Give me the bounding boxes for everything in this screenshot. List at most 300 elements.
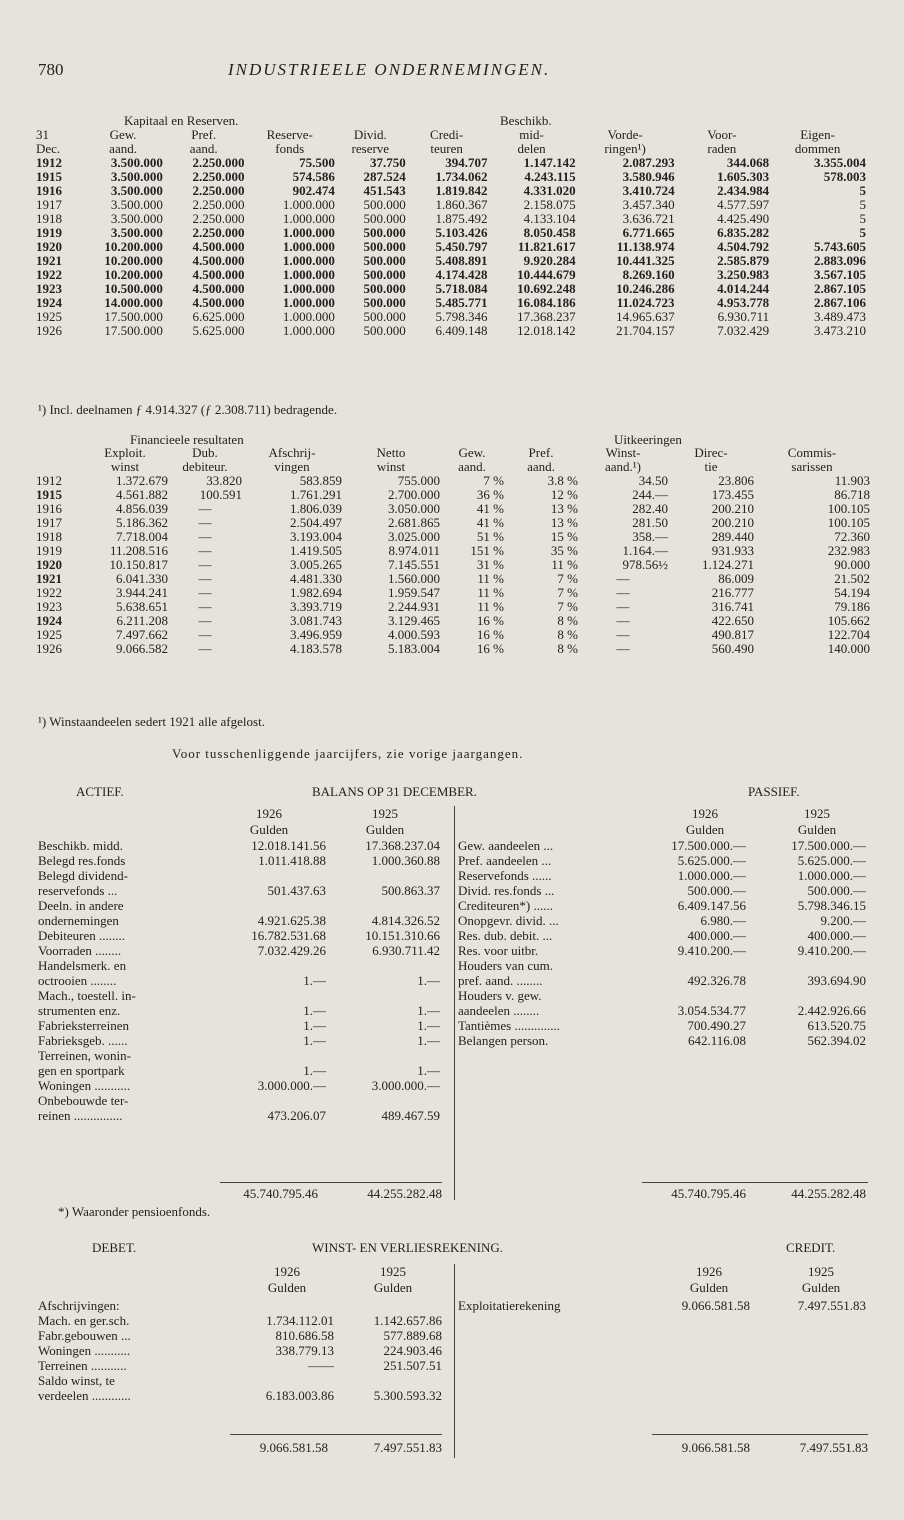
value-cell: 86.718: [834, 487, 870, 502]
value-cell: 500.000: [363, 295, 406, 310]
ledger-label: octrooien ........: [38, 973, 117, 988]
ledger-row: [38, 943, 440, 958]
ledger-value-1925: 489.467.59: [381, 1108, 440, 1123]
value-cell: 140.000: [827, 641, 870, 656]
ledger-value-1926: [218, 958, 326, 973]
value-cell: 5.186.362: [116, 515, 168, 530]
ledger-row: [38, 1093, 440, 1108]
t1-header-cell: delen: [517, 141, 546, 156]
value-cell: 7.145.551: [388, 557, 440, 572]
ledger-value-1926: 6.183.003.86: [265, 1388, 334, 1403]
value-cell: 3.636.721: [622, 211, 675, 226]
value-cell: —: [616, 585, 630, 600]
value-cell: 35 %: [550, 543, 578, 558]
winst-left-unit1: Gulden: [267, 1280, 307, 1295]
ledger-value-1925: 613.520.75: [807, 1018, 866, 1033]
balans-left-unit1: Gulden: [249, 822, 289, 837]
table-row: [36, 324, 866, 338]
value-cell: 2.250.000: [192, 169, 245, 184]
value-cell: —: [198, 557, 212, 572]
ledger-value-1925: 17.500.000.—: [791, 838, 866, 853]
value-cell: 1.000.000: [282, 323, 335, 338]
value-cell: 7.718.004: [116, 529, 168, 544]
year-cell: 1912: [36, 155, 62, 170]
value-cell: 37.750: [370, 155, 406, 170]
ledger-value-1925: 400.000.—: [807, 928, 866, 943]
ledger-row: [38, 1003, 440, 1018]
ledger-value-1926: 16.782.531.68: [251, 928, 326, 943]
value-cell: 8.974.011: [388, 543, 440, 558]
value-cell: 1.560.000: [388, 571, 440, 586]
winst-left-year1: 1926: [274, 1264, 300, 1279]
value-cell: 6.211.208: [116, 613, 168, 628]
value-cell: 2.250.000: [192, 211, 245, 226]
value-cell: —: [198, 585, 212, 600]
ledger-value-1926: 1.—: [303, 1033, 326, 1048]
ledger-label: Belegd dividend-: [38, 868, 128, 883]
t1-header-row: [36, 128, 866, 142]
ledger-value-1926: 3.000.000.—: [257, 1078, 326, 1093]
value-cell: 72.360: [834, 529, 870, 544]
t2-header-cell: winst: [376, 459, 406, 474]
value-cell: 100.591: [199, 487, 242, 502]
balans-footnote: *) Waaronder pensioenfonds.: [58, 1204, 211, 1219]
ledger-value-1926: 1.734.112.01: [266, 1313, 334, 1328]
winst-debet-table: [38, 1298, 442, 1403]
value-cell: 232.983: [827, 543, 870, 558]
ledger-value-1926: 1.011.418.88: [258, 853, 326, 868]
page-header: [0, 60, 904, 84]
value-cell: 151 %: [470, 543, 504, 558]
value-cell: 2.585.879: [717, 253, 770, 268]
ledger-value-1926: 642.116.08: [687, 1033, 746, 1048]
table-row: [36, 268, 866, 282]
t2-header-cell: Winst-: [605, 445, 641, 460]
year-cell: 1918: [36, 211, 62, 226]
ledger-row: [38, 1108, 440, 1123]
value-cell: 3.250.983: [717, 267, 770, 282]
value-cell: —: [616, 599, 630, 614]
value-cell: 216.777: [711, 585, 754, 600]
value-cell: 2.867.106: [814, 295, 866, 310]
ledger-value-1926: 7.032.429.26: [257, 943, 326, 958]
value-cell: 2.250.000: [192, 183, 245, 198]
t1-header-cell: reserve: [351, 141, 390, 156]
year-cell: 1916: [36, 501, 62, 516]
value-cell: 4.331.020: [523, 183, 576, 198]
value-cell: 1.147.142: [523, 155, 576, 170]
value-cell: 500.000: [363, 323, 406, 338]
value-cell: 3.410.724: [622, 183, 675, 198]
table-row: [36, 474, 870, 488]
ledger-row: [458, 898, 866, 913]
value-cell: 100.105: [827, 501, 870, 516]
value-cell: 4.014.244: [717, 281, 770, 296]
year-cell: 1922: [36, 267, 62, 282]
value-cell: 75.500: [299, 155, 335, 170]
ledger-value-1925: 9.410.200.—: [797, 943, 866, 958]
table-row: [36, 572, 870, 586]
value-cell: 3.500.000: [110, 169, 163, 184]
ledger-value-1926: 501.437.63: [267, 883, 326, 898]
balans-right-total-1926: 45.740.795.46: [671, 1186, 746, 1201]
value-cell: 17.500.000: [104, 323, 163, 338]
value-cell: 3.355.004: [814, 155, 866, 170]
value-cell: 1.000.000: [282, 211, 335, 226]
ledger-label: strumenten enz.: [38, 1003, 121, 1018]
value-cell: 2.504.497: [290, 515, 342, 530]
value-cell: 4.481.330: [290, 571, 342, 586]
ledger-label: Afschrijvingen:: [38, 1298, 120, 1313]
t1-header-cell: Pref.: [191, 127, 217, 142]
value-cell: 10.200.000: [104, 239, 163, 254]
winst-right-total-1926: 9.066.581.58: [681, 1440, 750, 1455]
value-cell: 4.243.115: [524, 169, 576, 184]
ledger-value-1926: 17.500.000.—: [671, 838, 746, 853]
value-cell: —: [198, 627, 212, 642]
winst-right-unit1: Gulden: [689, 1280, 729, 1295]
ledger-value-1925: 251.507.51: [383, 1358, 442, 1373]
ledger-value-1926: 9.066.581.58: [681, 1298, 750, 1313]
value-cell: —: [198, 571, 212, 586]
ledger-label: Belangen person.: [458, 1033, 549, 1048]
table-row: [36, 198, 866, 212]
winst-left-year2: 1925: [380, 1264, 406, 1279]
table-row: [36, 544, 870, 558]
value-cell: 422.650: [711, 613, 754, 628]
balans-right-unit2: Gulden: [797, 822, 837, 837]
table-row: [36, 600, 870, 614]
ledger-value-1925: 393.694.90: [807, 973, 866, 988]
ledger-row: [38, 838, 440, 853]
value-cell: 8.050.458: [523, 225, 576, 240]
ledger-value-1925: [326, 1093, 440, 1108]
capital-table: [36, 128, 866, 338]
value-cell: 3.944.241: [116, 585, 168, 600]
value-cell: 500.000: [363, 239, 406, 254]
value-cell: 500.000: [363, 253, 406, 268]
value-cell: 7.497.662: [116, 627, 168, 642]
value-cell: 1.000.000: [282, 267, 335, 282]
value-cell: 244.—: [632, 487, 668, 502]
value-cell: —: [616, 641, 630, 656]
value-cell: 281.50: [632, 515, 668, 530]
t2-header-cell: aand.: [458, 459, 486, 474]
t2-header-cell: Pref.: [528, 445, 554, 460]
ledger-row: [458, 988, 866, 1003]
year-cell: 1920: [36, 557, 62, 572]
winst-left-total-rule: [230, 1434, 442, 1435]
ledger-value-1925: 1.000.000.—: [797, 868, 866, 883]
value-cell: 3.567.105: [814, 267, 866, 282]
value-cell: 3.496.959: [290, 627, 342, 642]
value-cell: 3.580.946: [622, 169, 675, 184]
year-cell: 1921: [36, 253, 62, 268]
value-cell: 122.704: [827, 627, 870, 642]
ledger-label: Houders v. gew.: [458, 988, 542, 1003]
value-cell: 4.000.593: [388, 627, 440, 642]
t1-header-cell: raden: [707, 141, 737, 156]
t1-group-beschikb: Beschikb.: [500, 113, 552, 128]
ledger-value-1925: 10.151.310.66: [365, 928, 440, 943]
value-cell: 500.000: [363, 267, 406, 282]
value-cell: 978.56½: [622, 557, 668, 572]
value-cell: 3.081.743: [290, 613, 342, 628]
value-cell: 10.246.286: [616, 281, 675, 296]
ledger-value-1926: 1.—: [303, 1063, 326, 1078]
value-cell: 500.000: [363, 197, 406, 212]
previous-years-note: Voor tusschenliggende jaarcijfers, zie vorige jaargangen.: [172, 746, 524, 761]
ledger-value-1925: [326, 958, 440, 973]
value-cell: 16 %: [476, 613, 504, 628]
table-row: [36, 156, 866, 170]
ledger-value-1926: 400.000.—: [687, 928, 746, 943]
value-cell: 4.856.039: [116, 501, 168, 516]
t1-header-cell: Vorde-: [607, 127, 643, 142]
table-row: [36, 240, 866, 254]
value-cell: 500.000: [363, 211, 406, 226]
t1-group-capital: Kapitaal en Reserven.: [124, 113, 239, 128]
ledger-value-1925: [746, 958, 866, 973]
value-cell: 1.982.694: [290, 585, 342, 600]
value-cell: 3.500.000: [110, 155, 163, 170]
value-cell: 3.393.719: [290, 599, 342, 614]
table-row: [36, 586, 870, 600]
ledger-value-1926: 500.000.—: [687, 883, 746, 898]
ledger-value-1926: 5.625.000.—: [677, 853, 746, 868]
value-cell: 41 %: [476, 515, 504, 530]
value-cell: 574.586: [292, 169, 335, 184]
t2-header-cell: debiteur.: [182, 459, 228, 474]
ledger-value-1925: [334, 1373, 442, 1388]
ledger-value-1925: [326, 1048, 440, 1063]
table-row: [36, 310, 866, 324]
ledger-label: Crediteuren*) ......: [458, 898, 553, 913]
year-cell: 1920: [36, 239, 62, 254]
t2-header-cell: aand.: [527, 459, 555, 474]
value-cell: 4.500.000: [192, 267, 245, 282]
value-cell: 3.193.004: [290, 529, 342, 544]
ledger-label: Divid. res.fonds ...: [458, 883, 555, 898]
table-row: [36, 226, 866, 240]
ledger-value-1926: 1.000.000.—: [677, 868, 746, 883]
ledger-value-1925: 17.368.237.04: [365, 838, 440, 853]
ledger-label: Onopgevr. divid. ...: [458, 913, 559, 928]
value-cell: 11 %: [551, 557, 578, 572]
t2-header-cell: [36, 446, 82, 460]
t2-header-cell: Direc-: [694, 445, 728, 460]
value-cell: 2.250.000: [192, 197, 245, 212]
ledger-row: [458, 868, 866, 883]
t2-header-cell: Commis-: [787, 445, 837, 460]
t1-header-cell: Voor-: [707, 127, 737, 142]
ledger-value-1926: 3.054.534.77: [677, 1003, 746, 1018]
year-cell: 1922: [36, 585, 62, 600]
value-cell: —: [198, 529, 212, 544]
ledger-value-1926: 338.779.13: [275, 1343, 334, 1358]
value-cell: 5.625.000: [192, 323, 245, 338]
ledger-value-1926: 700.490.27: [687, 1018, 746, 1033]
value-cell: 1.124.271: [702, 557, 754, 572]
ledger-row: [38, 1078, 440, 1093]
ledger-label: Reservefonds ......: [458, 868, 552, 883]
value-cell: 7.032.429: [717, 323, 770, 338]
balans-passief-title: PASSIEF.: [748, 784, 800, 799]
t1-header-cell: teuren: [430, 141, 463, 156]
balans-right-year1: 1926: [692, 806, 718, 821]
ledger-row: [458, 1033, 866, 1048]
value-cell: 33.820: [206, 473, 242, 488]
value-cell: 1.000.000: [282, 197, 335, 212]
value-cell: 2.681.865: [388, 515, 440, 530]
t1-header-cell: mid-: [519, 127, 544, 142]
ledger-value-1926: [218, 1093, 326, 1108]
t1-header-cell: Dec.: [36, 141, 61, 156]
value-cell: 2.434.984: [717, 183, 770, 198]
balans-left-year1: 1926: [256, 806, 282, 821]
ledger-row: [38, 913, 440, 928]
value-cell: 1.605.303: [717, 169, 770, 184]
table-row: [36, 614, 870, 628]
t2-group-uitkeeringen: Uitkeeringen: [614, 432, 682, 447]
t1-header-cell: Gew.: [109, 127, 137, 142]
ledger-label: Voorraden ........: [38, 943, 122, 958]
ledger-label: Deeln. in andere: [38, 898, 124, 913]
year-cell: 1917: [36, 197, 62, 212]
value-cell: 10.500.000: [104, 281, 163, 296]
value-cell: 583.859: [299, 473, 342, 488]
ledger-row: [38, 973, 440, 988]
value-cell: 4.953.778: [717, 295, 770, 310]
ledger-row: [458, 958, 866, 973]
ledger-label: Handelsmerk. en: [38, 958, 127, 973]
value-cell: 344.068: [726, 155, 770, 170]
value-cell: 5.718.084: [435, 281, 488, 296]
value-cell: 11 %: [477, 585, 504, 600]
ledger-row: [458, 883, 866, 898]
ledger-label: Terreinen, wonin-: [38, 1048, 131, 1063]
ledger-value-1925: [334, 1298, 442, 1313]
value-cell: 10.692.248: [517, 281, 576, 296]
value-cell: 13 %: [550, 501, 578, 516]
winst-right-total-rule: [652, 1434, 868, 1435]
t1-footnote: ¹) Incl. deelnamen ƒ 4.914.327 (ƒ 2.308.711) bedragende.: [38, 402, 338, 417]
winst-credit-table: [458, 1298, 866, 1313]
value-cell: 11.821.617: [517, 239, 576, 254]
year-cell: 1915: [36, 169, 62, 184]
value-cell: 3.473.210: [814, 323, 866, 338]
ledger-row: [458, 853, 866, 868]
value-cell: 16 %: [476, 641, 504, 656]
winst-right-year2: 1925: [808, 1264, 834, 1279]
value-cell: 4.425.490: [717, 211, 770, 226]
value-cell: 1.875.492: [435, 211, 488, 226]
balans-left-total-rule: [220, 1182, 442, 1183]
ledger-value-1925: 1.000.360.88: [371, 853, 440, 868]
ledger-label: Woningen ...........: [38, 1078, 131, 1093]
table-row: [36, 628, 870, 642]
t1-header-row: [36, 142, 866, 156]
value-cell: 31 %: [476, 557, 504, 572]
t2-header-row: [36, 460, 870, 474]
year-cell: 1917: [36, 515, 62, 530]
value-cell: 5.103.426: [435, 225, 488, 240]
value-cell: 490.817: [711, 627, 754, 642]
ledger-label: pref. aand. ........: [458, 973, 543, 988]
t1-header-cell: ringen¹): [604, 141, 646, 156]
value-cell: 2.700.000: [388, 487, 440, 502]
table-row: [36, 642, 870, 656]
year-cell: 1924: [36, 295, 62, 310]
value-cell: 16 %: [476, 627, 504, 642]
ledger-row: [38, 898, 440, 913]
winst-title: WINST- EN VERLIESREKENING.: [312, 1240, 504, 1255]
ledger-value-1925: 562.394.02: [807, 1033, 866, 1048]
value-cell: 11.024.723: [616, 295, 675, 310]
year-cell: 1912: [36, 473, 62, 488]
ledger-value-1926: [218, 988, 326, 1003]
value-cell: 4.504.792: [717, 239, 770, 254]
value-cell: 1.819.842: [435, 183, 488, 198]
ledger-value-1926: [218, 868, 326, 883]
ledger-label: aandeelen ........: [458, 1003, 540, 1018]
value-cell: 3.457.340: [622, 197, 675, 212]
ledger-label: Res. voor uitbr.: [458, 943, 539, 958]
ledger-label: ondernemingen: [38, 913, 119, 928]
ledger-value-1926: 12.018.141.56: [251, 838, 326, 853]
value-cell: 21.502: [834, 571, 870, 586]
value-cell: —: [198, 501, 212, 516]
balans-divider: [454, 806, 455, 1200]
ledger-label: Fabrieksterreinen: [38, 1018, 129, 1033]
ledger-value-1925: 1.—: [417, 1063, 440, 1078]
ledger-value-1925: [326, 988, 440, 1003]
ledger-label: Beschikb. midd.: [38, 838, 123, 853]
table-row: [36, 170, 866, 184]
balans-right-total-rule: [642, 1182, 868, 1183]
t1-header-cell: Credi-: [430, 127, 464, 142]
value-cell: 1.959.547: [388, 585, 440, 600]
value-cell: 2.883.096: [814, 253, 866, 268]
value-cell: 11 %: [477, 599, 504, 614]
winst-debet-title: DEBET.: [92, 1240, 137, 1255]
year-cell: 1919: [36, 225, 62, 240]
ledger-row: [458, 913, 866, 928]
value-cell: 2.158.075: [523, 197, 576, 212]
value-cell: 8 %: [557, 613, 578, 628]
ledger-label: verdeelen ............: [38, 1388, 131, 1403]
value-cell: 8 %: [557, 641, 578, 656]
value-cell: 14.000.000: [104, 295, 163, 310]
balans-left-total-1925: 44.255.282.48: [367, 1186, 442, 1201]
t2-header-cell: tie: [704, 459, 718, 474]
ledger-label: Mach. en ger.sch.: [38, 1313, 130, 1328]
value-cell: 6.409.148: [435, 323, 488, 338]
year-cell: 1923: [36, 281, 62, 296]
ledger-value-1926: 6.980.—: [700, 913, 746, 928]
year-cell: 1915: [36, 487, 62, 502]
ledger-value-1925: 1.—: [417, 1033, 440, 1048]
value-cell: 5.485.771: [435, 295, 488, 310]
value-cell: 41 %: [476, 501, 504, 516]
ledger-row: [458, 1018, 866, 1033]
ledger-row: [38, 1388, 442, 1403]
ledger-row: [458, 1003, 866, 1018]
balans-passief-table: [458, 838, 866, 1048]
value-cell: 5: [859, 225, 866, 240]
value-cell: 3.500.000: [110, 183, 163, 198]
t2-header-cell: aand.¹): [604, 459, 642, 474]
